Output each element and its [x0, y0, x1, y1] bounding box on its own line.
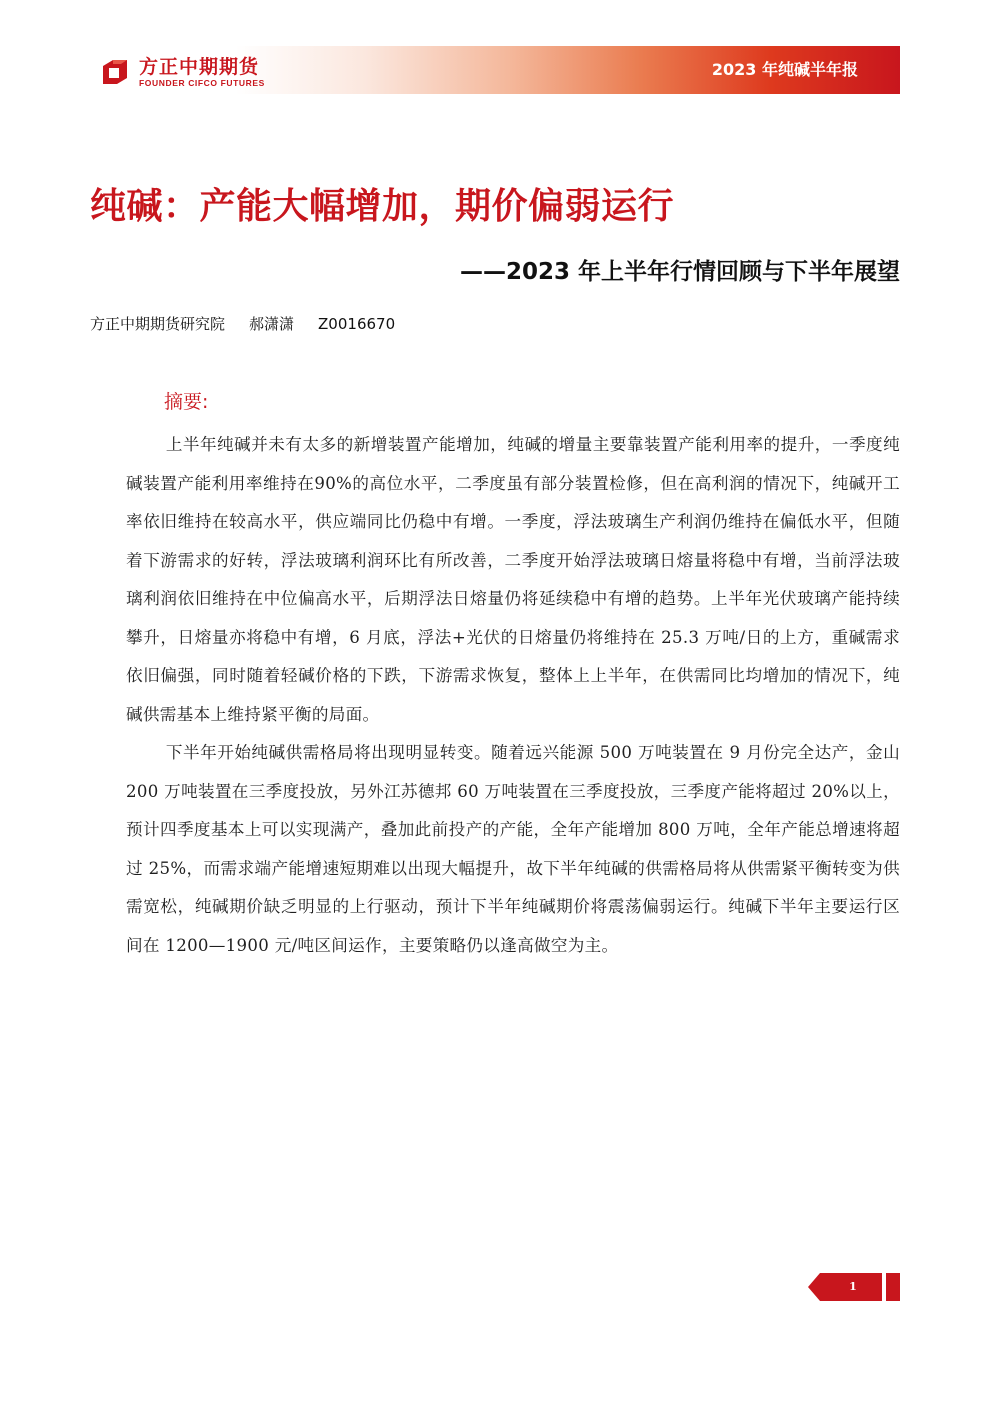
byline-license: Z0016670 [318, 315, 396, 333]
byline-author: 郝潇潇 [249, 315, 295, 333]
abstract-body [126, 426, 900, 965]
page-title: 纯碱：产能大幅增加，期价偏弱运行 [90, 186, 675, 227]
page-subtitle: ——2023 年上半年行情回顾与下半年展望 [459, 259, 900, 285]
logo-chinese-name: 方正中期期货 [139, 55, 260, 78]
report-label: 2023 年纯碱半年报 [711, 60, 858, 79]
logo-english-name: FOUNDER CIFCO FUTURES [139, 77, 265, 88]
abstract-paragraph: 上半年纯碱并未有太多的新增装置产能增加，纯碱的增量主要靠装置产能利用率的提升，一季度纯碱装置产能利用率维持在90%的高位水平，二季度虽有部分装置检修，但在高利润的情况下，纯碱开工率依旧维持在较高水平，供应端同比仍稳中有增。一季度，浮法玻璃生产利润仍维持在偏低水平，但随着下游需求的好转，浮法玻璃利润环比有所改善，二季度开始浮法玻璃日熔量将稳中有增，当前浮法玻璃利润依旧维持在中位偏高水平，后期浮法日熔量仍将延续稳中有增的趋势。上半年光伏玻璃产能持续攀升，日熔量亦将稳中有增，6 月底，浮法+光伏的日熔量仍将维持在 25.3 万吨/日的上方，重碱需求依旧偏强，同时随着轻碱价格的下跌，下游需求恢复，整体上上半年，在供需同比均增加的情况下，纯碱供需基本上维持紧平衡的局面。 [126, 435, 900, 724]
company-logo [99, 54, 265, 90]
abstract-paragraph: 下半年开始纯碱供需格局将出现明显转变。随着远兴能源 500 万吨装置在 9 月份完全达产，金山 200 万吨装置在三季度投放，另外江苏德邦 60 万吨装置在三季度投放，三季度产能将超过 20%以上，预计四季度基本上可以实现满产，叠加此前投产的产能，全年产能增加 800 万吨，全年产能总增速将超过 25%，而需求端产能增速短期难以出现大幅提升，故下半年纯碱的供需格局将从供需紧平衡转变为供需宽松，纯碱期价缺乏明显的上行驱动，预计下半年纯碱期价将震荡偏弱运行。纯碱下半年主要运行区间在 1200—1900 元/吨区间运作，主要策略仍以逢高做空为主。 [126, 743, 900, 955]
page-number: 1 [849, 1280, 857, 1293]
founder-logo-icon [99, 56, 131, 88]
byline-institute: 方正中期期货研究院 [90, 315, 226, 333]
byline [90, 312, 419, 336]
abstract-heading: 摘要: [164, 391, 209, 413]
